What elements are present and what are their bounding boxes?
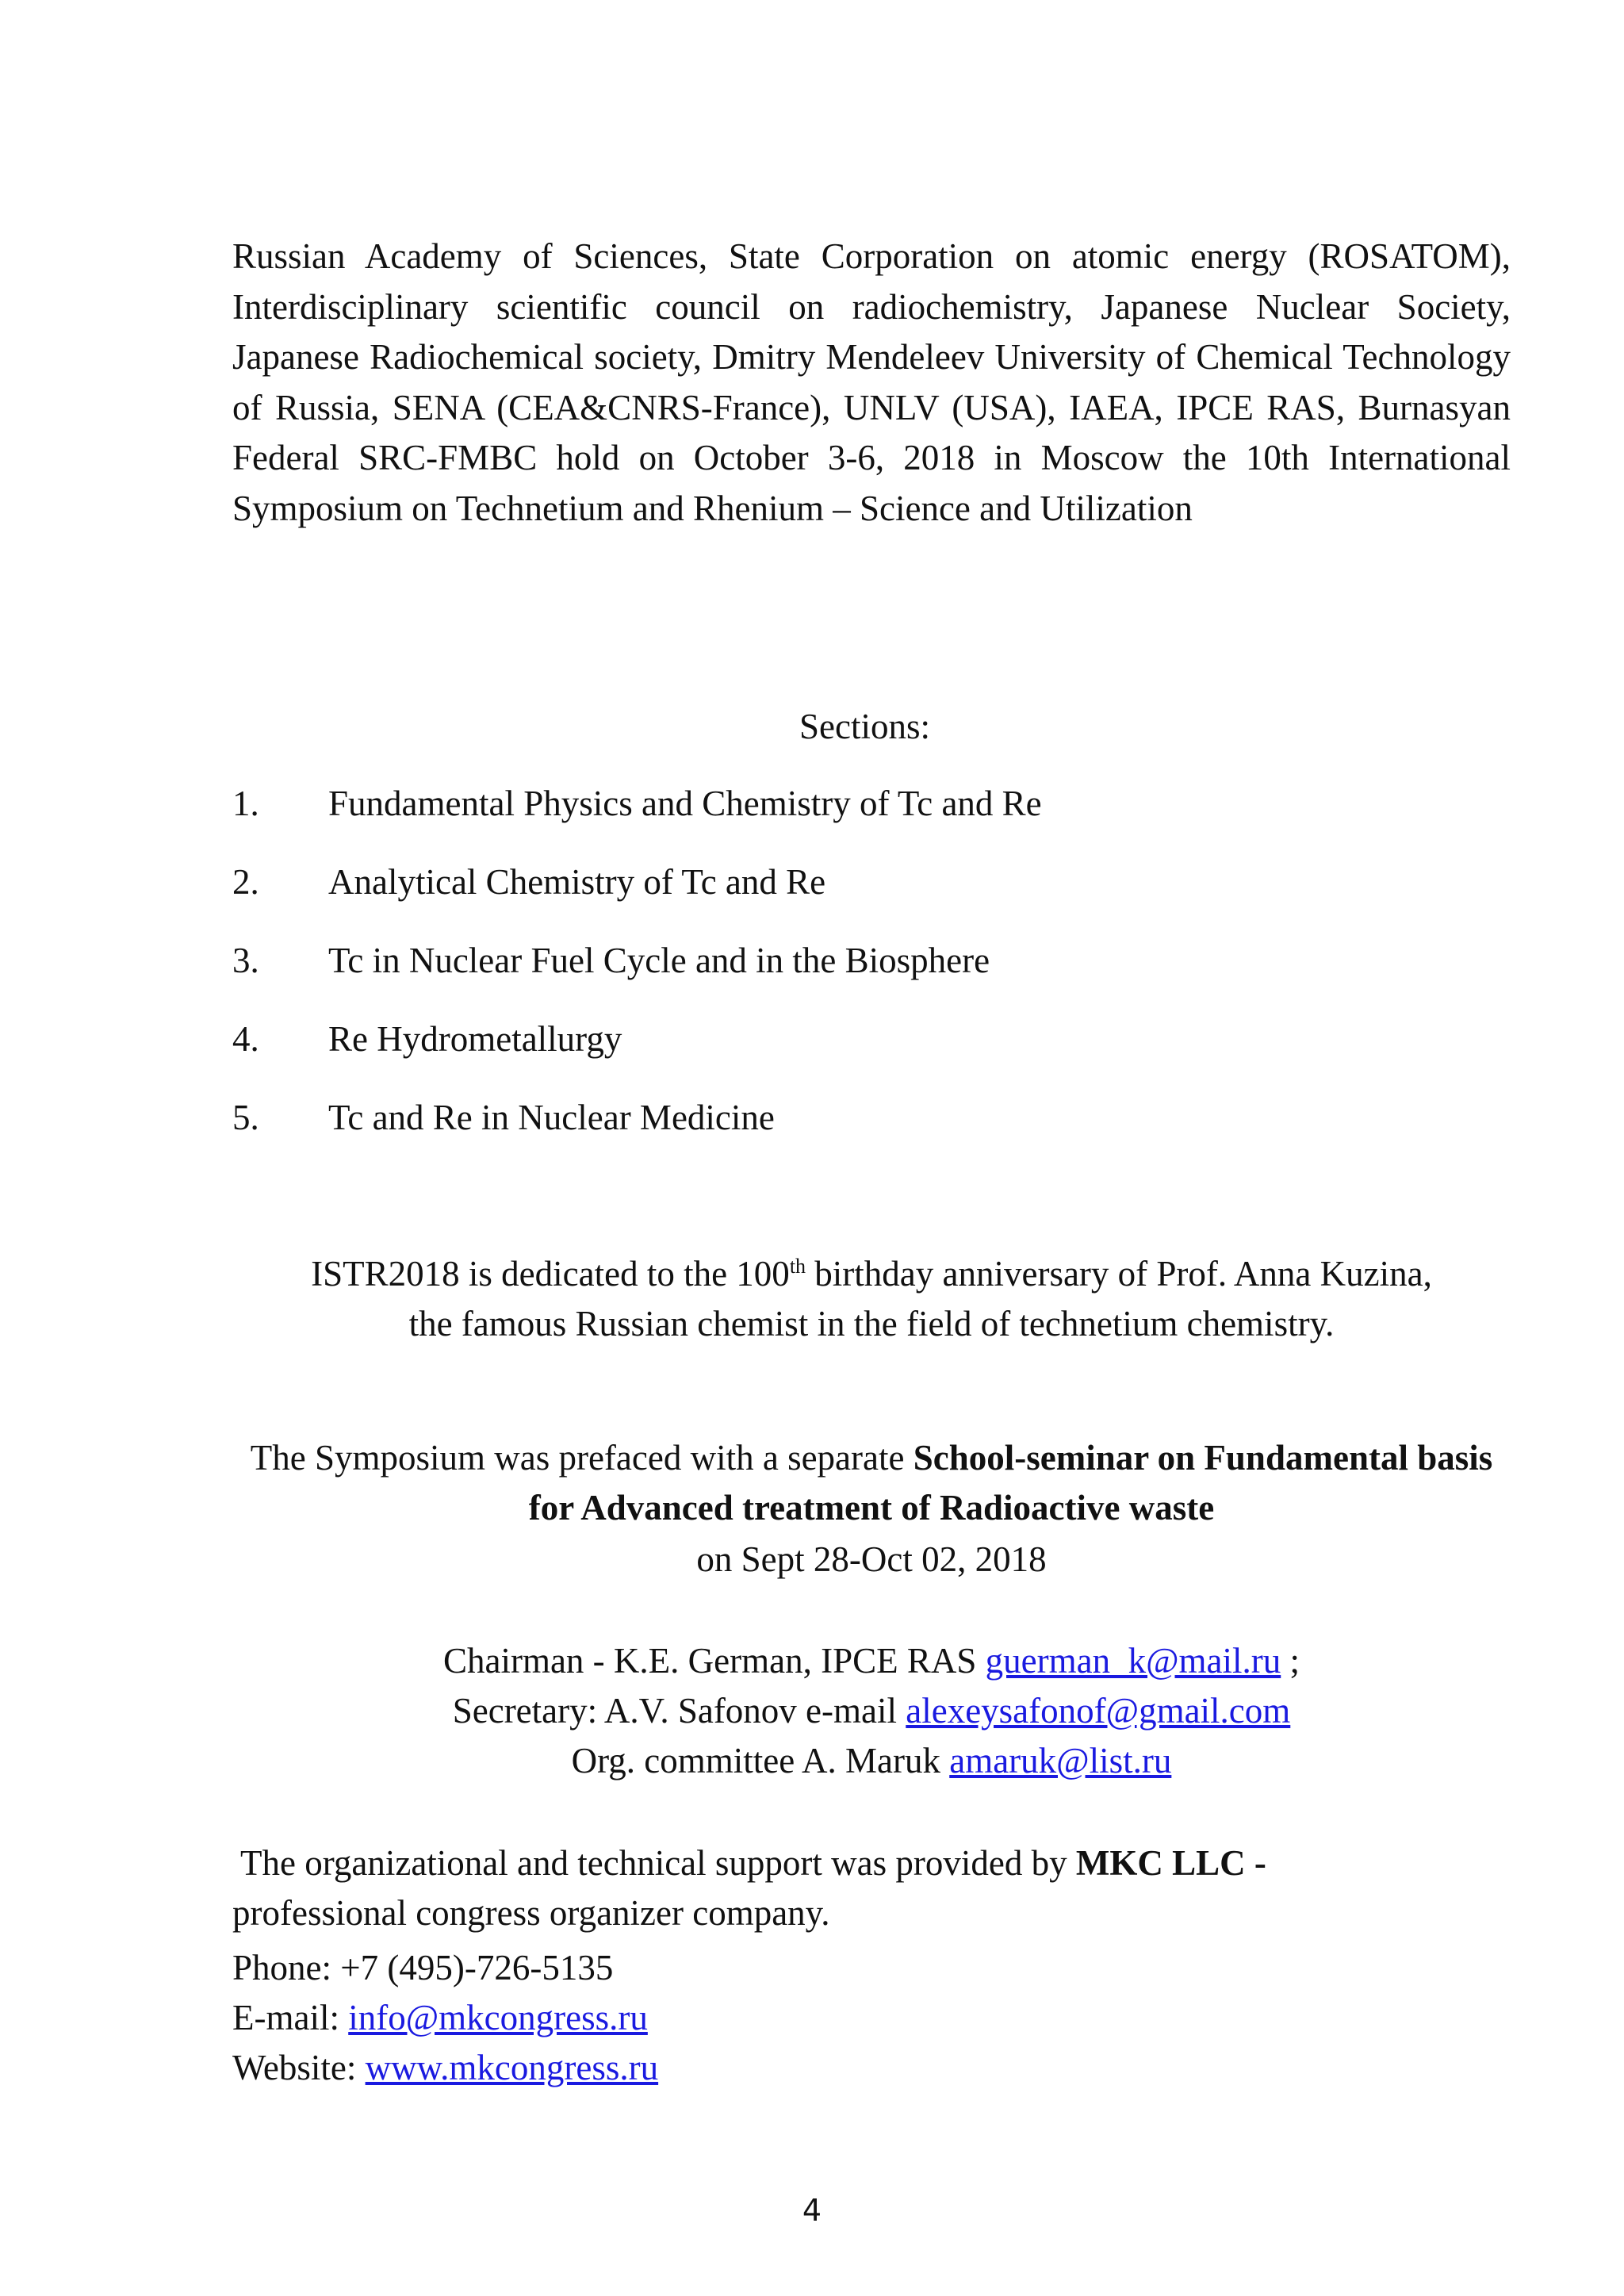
phone-label: Phone: [232, 1948, 341, 1987]
dedication-text [232, 1249, 1511, 1349]
school-prefix: The Symposium was prefaced with a separate [250, 1438, 914, 1478]
school-dates: on Sept 28-Oct 02, 2018 [696, 1539, 1047, 1579]
school-seminar-text [232, 1433, 1511, 1585]
intro-paragraph: Russian Academy of Sciences, State Corporation on atomic energy (ROSATOM), Interdisciplinary scientific council on radiochemistry, Japanese Nuclear Society, Japanese Radiochemical society, Dmitry Mendeleev University of Chemical Technology of Russia, SENA (CEA&CNRS-France), UNLV (USA), IAEA, IPCE RAS, Burnasyan Federal SRC-FMBC hold on October 3-6, 2018 in Moscow the 10th International Symposium on Technetium and Rhenium – Science and Utilization [232, 236, 1511, 528]
section-number: 2. [232, 862, 259, 902]
ordinal-superscript: th [789, 1255, 806, 1278]
school-seminar-title: School-seminar on Fundamental basis for Advanced treatment of Radioactive waste [528, 1438, 1493, 1527]
sections-list [232, 779, 1042, 1171]
section-item [232, 936, 1042, 1014]
section-label: Re Hydrometallurgy [328, 1019, 622, 1059]
support-text [232, 1838, 1511, 1938]
phone-number: +7 (495)-726-5135 [340, 1948, 614, 1987]
chairman-label: Chairman - K.E. German, IPCE RAS [442, 1641, 986, 1681]
dedication-line1-end: birthday anniversary of Prof. Anna Kuzina, [806, 1254, 1432, 1294]
secretary-email-link[interactable]: alexeysafonof@gmail.com [906, 1691, 1291, 1731]
section-number: 5. [232, 1098, 259, 1137]
section-item [232, 1093, 1042, 1171]
sections-heading: Sections: [799, 707, 930, 746]
secretary-label: Secretary: A.V. Safonov e-mail [452, 1691, 906, 1731]
website-link[interactable]: www.mkcongress.ru [365, 2048, 659, 2087]
website-label: Website: [232, 2048, 366, 2087]
section-number: 3. [232, 941, 259, 980]
chairman-email-link[interactable]: guerman_k@mail.ru [985, 1641, 1281, 1681]
section-item [232, 779, 1042, 857]
section-item [232, 1014, 1042, 1093]
section-number: 1. [232, 784, 259, 823]
section-number: 4. [232, 1019, 259, 1059]
dedication-line1-start: ISTR2018 is dedicated to the 100 [311, 1254, 790, 1294]
section-label: Fundamental Physics and Chemistry of Tc and Re [328, 784, 1042, 823]
org-committee-email-link[interactable]: amaruk@list.ru [949, 1741, 1172, 1780]
organizers-contacts [232, 1636, 1511, 1786]
support-line2: professional congress organizer company. [232, 1893, 830, 1933]
support-prefix: The organizational and technical support was provided by [240, 1843, 1076, 1883]
chairman-suffix: ; [1281, 1641, 1300, 1681]
support-contacts [232, 1943, 658, 2093]
section-label: Analytical Chemistry of Tc and Re [328, 862, 826, 902]
support-email-link[interactable]: info@mkcongress.ru [348, 1998, 648, 2037]
section-item [232, 857, 1042, 936]
org-committee-label: Org. committee A. Maruk [571, 1741, 950, 1780]
section-label: Tc in Nuclear Fuel Cycle and in the Biosphere [328, 941, 990, 980]
support-line1 [232, 1838, 1511, 1888]
dedication-line2: the famous Russian chemist in the field of technetium chemistry. [408, 1304, 1335, 1343]
section-label: Tc and Re in Nuclear Medicine [328, 1098, 775, 1137]
page-number: 4 [802, 2193, 822, 2228]
support-company: MKC LLC - [1075, 1843, 1266, 1883]
email-label: E-mail: [232, 1998, 349, 2037]
